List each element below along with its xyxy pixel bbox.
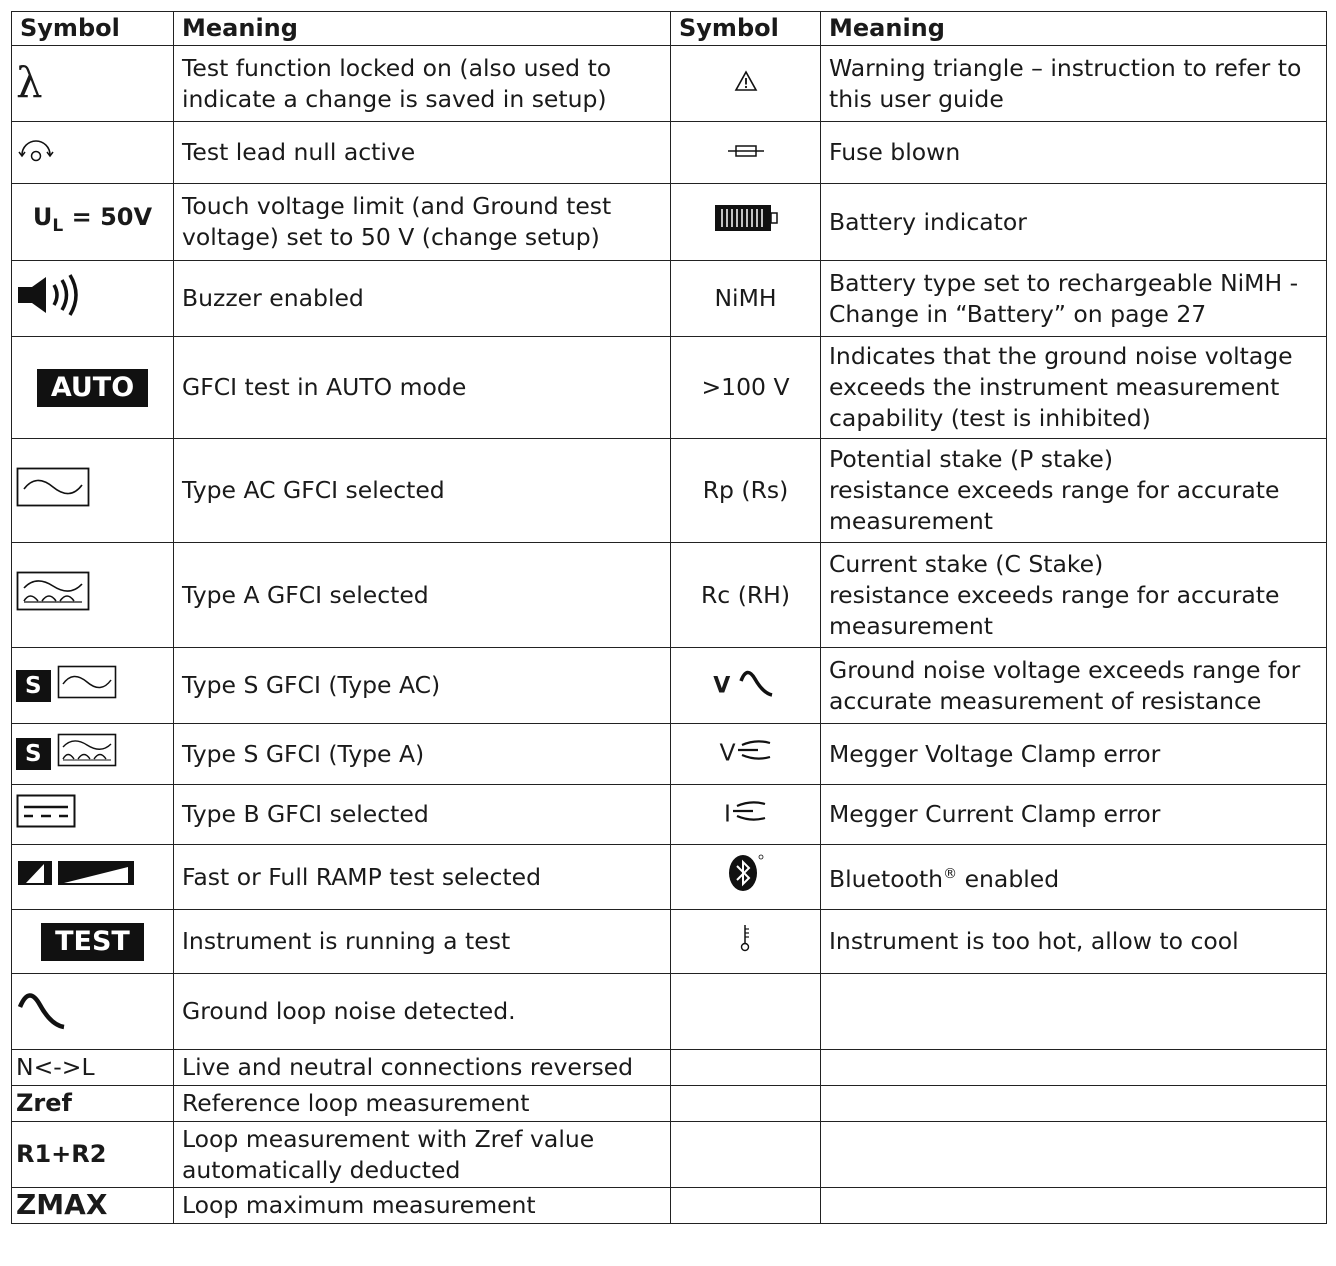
meaning-text: Instrument is running a test [182, 927, 511, 955]
symbol-table [11, 11, 1327, 1224]
table-row [12, 845, 1327, 910]
meaning-text: Ground loop noise detected. [182, 997, 516, 1025]
type-s-badge: S [16, 670, 51, 702]
meaning-text: Loop maximum measurement [182, 1191, 536, 1219]
table-row [12, 724, 1327, 785]
type-a-wave-icon [57, 733, 117, 775]
meaning-text: Change in “Battery” on page 27 [829, 299, 1207, 328]
table-row [12, 184, 1327, 261]
table-row [12, 1050, 1327, 1086]
type-s-badge: S [16, 738, 51, 770]
meaning-text: Reference loop measurement [182, 1089, 530, 1117]
warning-triangle-icon [734, 69, 758, 100]
meaning-text: automatically deducted [182, 1155, 461, 1184]
rp-symbol: Rp (Rs) [702, 476, 789, 504]
header-symbol: Symbol [671, 12, 821, 46]
bluetooth-icon [728, 853, 764, 901]
header-row [12, 12, 1327, 46]
table-row [12, 261, 1327, 337]
noise-wave-icon [16, 985, 76, 1039]
header-meaning: Meaning [821, 12, 1327, 46]
meaning-text: Battery indicator [829, 207, 1027, 236]
meaning-text: Fast or Full RAMP test selected [182, 862, 542, 891]
ramp-icon [16, 859, 136, 895]
nimh-symbol: NiMH [714, 284, 777, 312]
table-row [12, 439, 1327, 543]
table-row [12, 1086, 1327, 1122]
meaning-text: measurement [829, 611, 993, 640]
clamp-icon [731, 798, 767, 832]
touch-voltage-symbol: $U_L = 50V$ [32, 203, 153, 236]
clamp-icon [736, 737, 772, 771]
table-row [12, 1188, 1327, 1224]
table-row [12, 122, 1327, 184]
type-a-wave-icon [16, 571, 90, 619]
meaning-text: accurate measurement of resistance [829, 686, 1262, 715]
rc-symbol: Rc (RH) [700, 580, 791, 609]
meaning-text: Type S GFCI (Type A) [182, 739, 425, 768]
meaning-text: Current stake (C Stake) [829, 549, 1104, 578]
over-voltage-symbol: >100 V [701, 373, 790, 401]
meaning-text: enabled [957, 864, 1060, 893]
noise-wave-icon [738, 665, 778, 707]
zref-symbol: Zref [16, 1089, 72, 1117]
table-row [12, 785, 1327, 845]
test-badge: TEST [41, 923, 144, 961]
meaning-text: exceeds the instrument measurement [829, 373, 1280, 401]
meaning-text: Ground noise voltage exceeds range for [829, 655, 1301, 684]
thermometer-icon [738, 923, 754, 961]
v-label: V [719, 738, 736, 767]
meaning-text: Indicates that the ground noise voltage [829, 342, 1293, 370]
meaning-text: Type S GFCI (Type AC) [182, 671, 441, 699]
header-symbol: Symbol [12, 12, 174, 46]
buzzer-icon [16, 273, 92, 325]
ac-wave-icon [16, 467, 90, 515]
meaning-text: measurement [829, 507, 993, 535]
meaning-text: Megger Current Clamp error [829, 800, 1161, 828]
battery-icon [714, 203, 778, 241]
meaning-text: Bluetooth [829, 864, 944, 893]
meaning-text: Test lead null active [182, 138, 416, 166]
meaning-text: voltage) set to 50 V (change setup) [182, 223, 600, 251]
meaning-text: Test function locked on (also used to [182, 53, 612, 82]
i-label: I [724, 799, 731, 827]
table-row [12, 543, 1327, 648]
fuse-icon [726, 138, 766, 169]
meaning-text: this user guide [829, 84, 1004, 113]
table-row [12, 46, 1327, 122]
meaning-text: Instrument is too hot, allow to cool [829, 927, 1239, 955]
dc-icon [16, 794, 76, 836]
meaning-text: Potential stake (P stake) [829, 445, 1114, 473]
lambda-icon: λ [16, 58, 43, 107]
meaning-text: Buzzer enabled [182, 284, 364, 312]
meaning-text: Fuse blown [829, 138, 961, 166]
meaning-text: Battery type set to rechargeable NiMH - [829, 268, 1299, 297]
test-lead-null-icon [16, 135, 56, 171]
meaning-text: GFCI test in AUTO mode [182, 373, 467, 401]
meaning-text: Type AC GFCI selected [182, 476, 445, 504]
table-row [12, 974, 1327, 1050]
meaning-text: Live and neutral connections reversed [182, 1053, 634, 1081]
meaning-text: resistance exceeds range for accurate [829, 476, 1280, 504]
zmax-symbol: ZMAX [16, 1188, 108, 1221]
r1r2-symbol: R1+R2 [16, 1140, 107, 1168]
meaning-text: Type A GFCI selected [182, 580, 429, 609]
table-row [12, 337, 1327, 439]
table-row [12, 648, 1327, 724]
auto-badge: AUTO [37, 369, 148, 407]
meaning-text: indicate a change is saved in setup) [182, 84, 607, 113]
meaning-text: Warning triangle – instruction to refer to [829, 53, 1302, 82]
meaning-text: resistance exceeds range for accurate [829, 580, 1280, 609]
meaning-text: capability (test is inhibited) [829, 404, 1151, 432]
meaning-text: Type B GFCI selected [182, 800, 429, 828]
registered-mark: ® [943, 866, 958, 883]
meaning-text: Loop measurement with Zref value [182, 1124, 595, 1153]
table-row [12, 1122, 1327, 1188]
v-label: V [713, 673, 731, 698]
ac-wave-icon [57, 665, 117, 707]
reversed-symbol: N<->L [16, 1053, 95, 1081]
header-meaning: Meaning [174, 12, 671, 46]
meaning-text: Touch voltage limit (and Ground test [182, 192, 612, 220]
meaning-text: Megger Voltage Clamp error [829, 739, 1161, 768]
table-row [12, 910, 1327, 974]
